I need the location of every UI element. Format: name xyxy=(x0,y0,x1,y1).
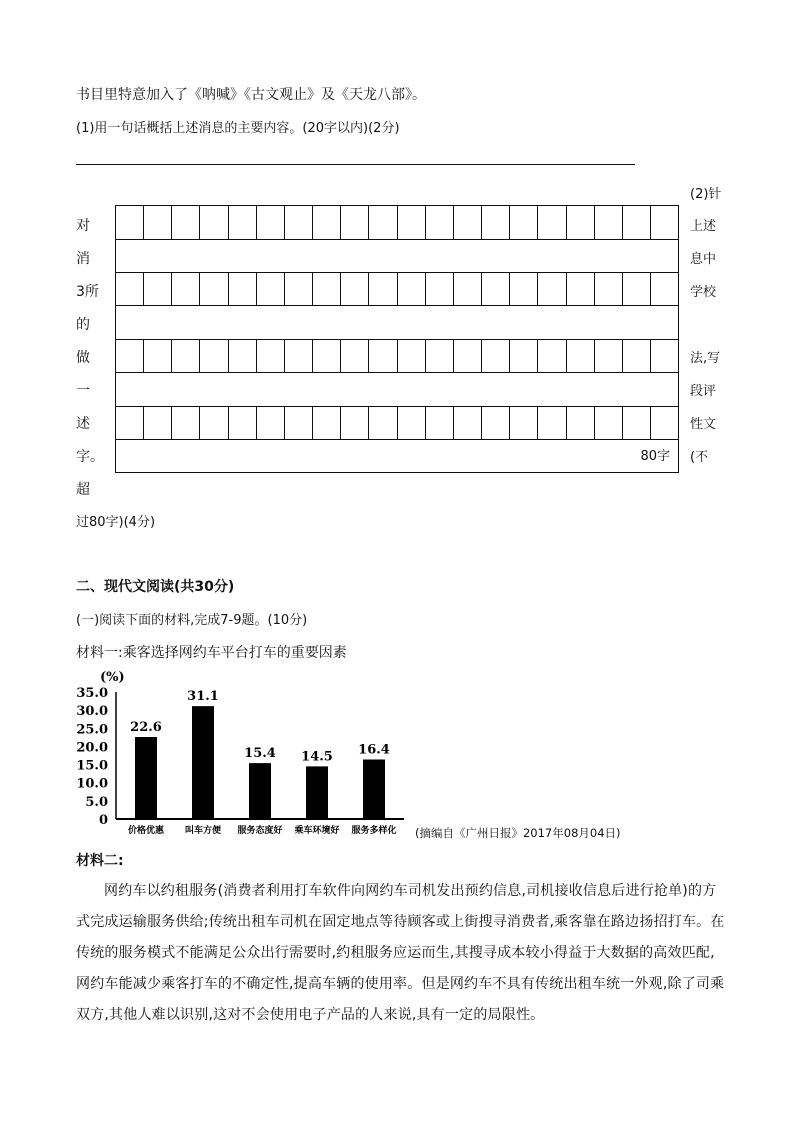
bar xyxy=(306,766,328,819)
data-label: 31.1 xyxy=(187,689,219,705)
right-col-8: (不 xyxy=(690,450,709,465)
answer-line xyxy=(76,164,635,165)
grid-row-blank xyxy=(116,439,678,472)
left-col-2: 3所 xyxy=(76,284,99,300)
y-tick-label: 20.0 xyxy=(76,740,108,756)
subsection-title: (一)阅读下面的材料,完成7-9题。(10分) xyxy=(76,613,308,628)
bar xyxy=(135,737,157,819)
x-tick-label: 乘车环境好 xyxy=(294,826,340,836)
material-2-title: 材料二: xyxy=(76,853,124,869)
left-col-5: 一 xyxy=(76,383,90,399)
y-tick-label: 0 xyxy=(98,813,108,828)
y-tick-label: 10.0 xyxy=(76,776,108,792)
grid-row-cells xyxy=(116,272,678,305)
left-col-8: 超 xyxy=(76,482,90,498)
y-tick-label: 15.0 xyxy=(76,758,108,774)
left-col-6: 述 xyxy=(76,416,90,432)
left-col-0: 对 xyxy=(76,218,90,234)
bar xyxy=(192,706,214,819)
bar-chart xyxy=(76,664,416,844)
x-tick-label: 价格优惠 xyxy=(127,826,165,836)
right-col-2: 息中 xyxy=(690,252,717,267)
y-tick-label: 35.0 xyxy=(76,686,108,701)
grid-row-blank xyxy=(116,305,678,339)
question-1: (1)用一句话概括上述消息的主要内容。(20字以内)(2分) xyxy=(76,121,400,136)
bar xyxy=(363,759,385,819)
grid-row-blank xyxy=(116,239,678,272)
data-label: 14.5 xyxy=(301,749,333,765)
y-tick-label: 5.0 xyxy=(85,794,108,810)
grid-row-cells xyxy=(116,406,678,439)
left-col-7: 字。 xyxy=(76,449,104,465)
right-col-5: 法,写 xyxy=(690,351,721,366)
y-axis-unit: (%) xyxy=(100,670,125,685)
left-col-1: 消 xyxy=(76,251,90,267)
grid-count-label: 80字 xyxy=(640,449,670,464)
data-label: 15.4 xyxy=(244,746,276,762)
data-label: 16.4 xyxy=(358,742,390,758)
answer-grid[interactable] xyxy=(115,205,679,473)
top-text: 书目里特意加入了《呐喊》《古文观止》及《天龙八部》。 xyxy=(76,87,426,103)
x-tick-label: 叫车方便 xyxy=(184,826,222,836)
right-col-7: 性文 xyxy=(690,417,717,432)
grid-row-blank xyxy=(116,372,678,406)
x-tick-label: 服务态度好 xyxy=(237,826,283,836)
material-2-paragraph: 网约车以约租服务(消费者利用打车软件向网约车司机发出预约信息,司机接收信息后进行抢单)的方式完成运输服务供给;传统出租车司机在固定地点等待顾客或上街搜寻消费者,乘客靠在路边扬招打车。在传统的服务模式不能满足公众出行需要时,约租服务应运而生,其搜寻成本较小得益于大数据的高效匹配,网约车能减少乘客打车的不确定性,提高车辆的使用率。但是网约车不具有传统出租车统一外观,除了司乘双方,其他人难以识别,这对不会使用电子产品的人来说,具有一定的局限性。 xyxy=(76,883,725,1023)
source-note: (摘编自《广州日报》2017年08月04日) xyxy=(415,826,621,840)
right-col-6: 段评 xyxy=(690,384,717,399)
material-1-title: 材料一:乘客选择网约车平台打车的重要因素 xyxy=(76,645,347,661)
data-label: 22.6 xyxy=(130,719,162,735)
right-col-0: (2)针 xyxy=(690,187,722,202)
question-2-tail: 过80字)(4分) xyxy=(76,515,156,530)
right-col-3: 学校 xyxy=(690,285,717,300)
grid-row-cells xyxy=(116,206,678,239)
grid-row-cells xyxy=(116,339,678,372)
bar xyxy=(249,763,271,819)
left-col-3: 的 xyxy=(76,317,90,333)
section-title: 二、现代文阅读(共30分) xyxy=(76,579,235,595)
left-col-4: 做 xyxy=(76,350,90,366)
y-tick-label: 25.0 xyxy=(76,722,108,738)
right-col-1: 上述 xyxy=(690,219,717,234)
y-tick-label: 30.0 xyxy=(76,704,108,720)
x-tick-label: 服务多样化 xyxy=(351,826,397,836)
